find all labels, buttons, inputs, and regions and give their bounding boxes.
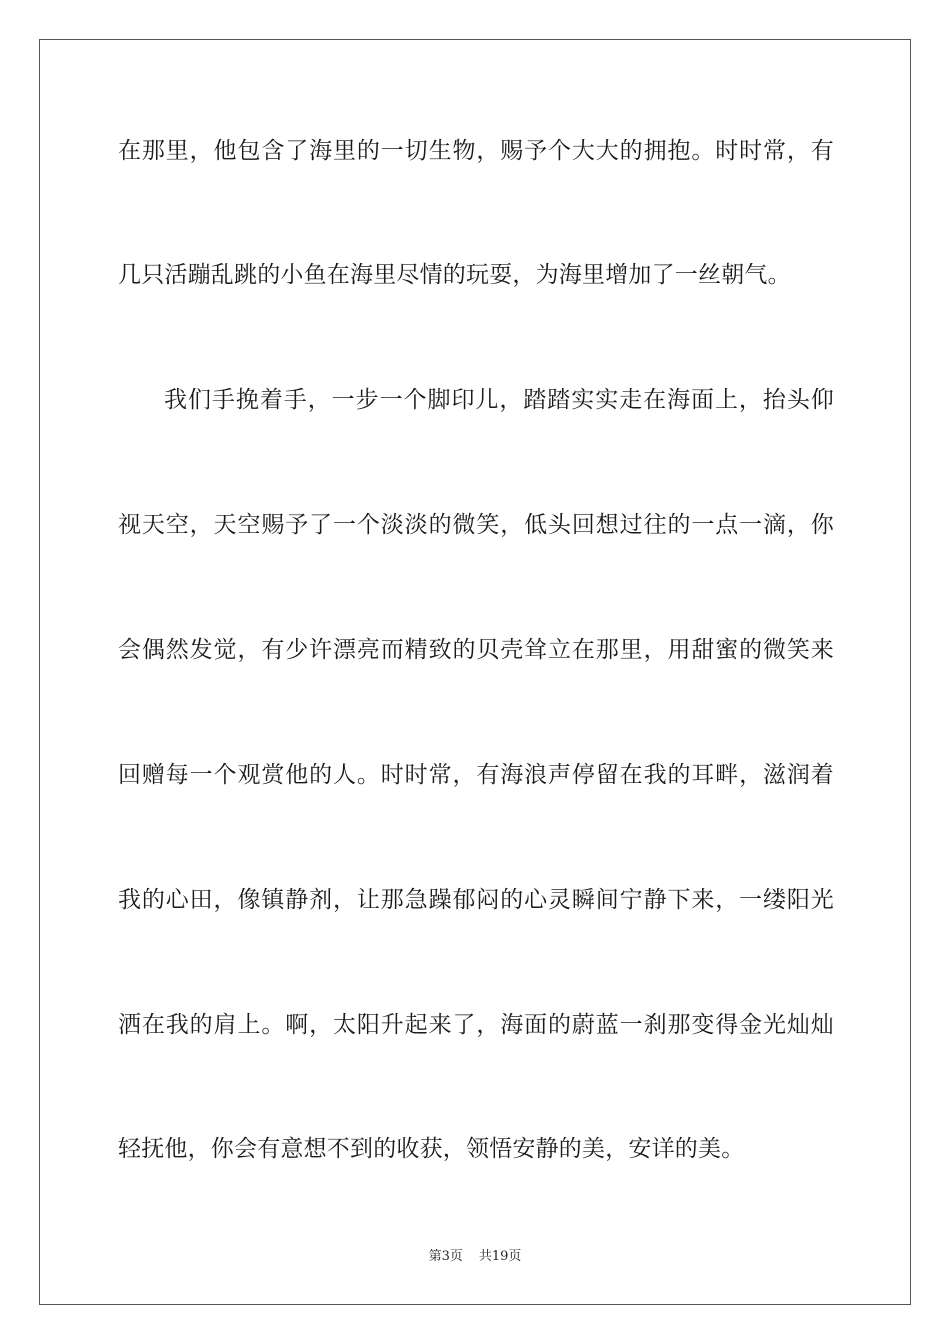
body-text-line: 轻抚他，你会有意想不到的收获，领悟安静的美，安详的美。 <box>118 1136 745 1162</box>
body-text-line: 洒在我的肩上。啊，太阳升起来了，海面的蔚蓝一刹那变得金光灿灿 <box>118 1012 834 1038</box>
body-text-line: 我们手挽着手，一步一个脚印儿，踏踏实实走在海面上，抬头仰 <box>164 387 834 413</box>
page-number: 第3页 <box>428 1249 463 1264</box>
body-text-line: 几只活蹦乱跳的小鱼在海里尽情的玩耍，为海里增加了一丝朝气。 <box>118 262 791 288</box>
body-text-line: 会偶然发觉，有少许漂亮而精致的贝壳耸立在那里，用甜蜜的微笑来 <box>118 637 834 663</box>
body-text-line: 我的心田，像镇静剂，让那急躁郁闷的心灵瞬间宁静下来，一缕阳光 <box>118 887 834 913</box>
page-footer <box>0 1248 950 1266</box>
body-text-line: 视天空，天空赐予了一个淡淡的微笑，低头回想过往的一点一滴，你 <box>118 512 834 538</box>
page-total: 共19页 <box>478 1249 522 1264</box>
body-text-line: 在那里，他包含了海里的一切生物，赐予个大大的拥抱。时时常，有 <box>118 138 834 164</box>
page-border <box>39 39 911 1305</box>
body-text-line: 回赠每一个观赏他的人。时时常，有海浪声停留在我的耳畔，滋润着 <box>118 762 834 788</box>
